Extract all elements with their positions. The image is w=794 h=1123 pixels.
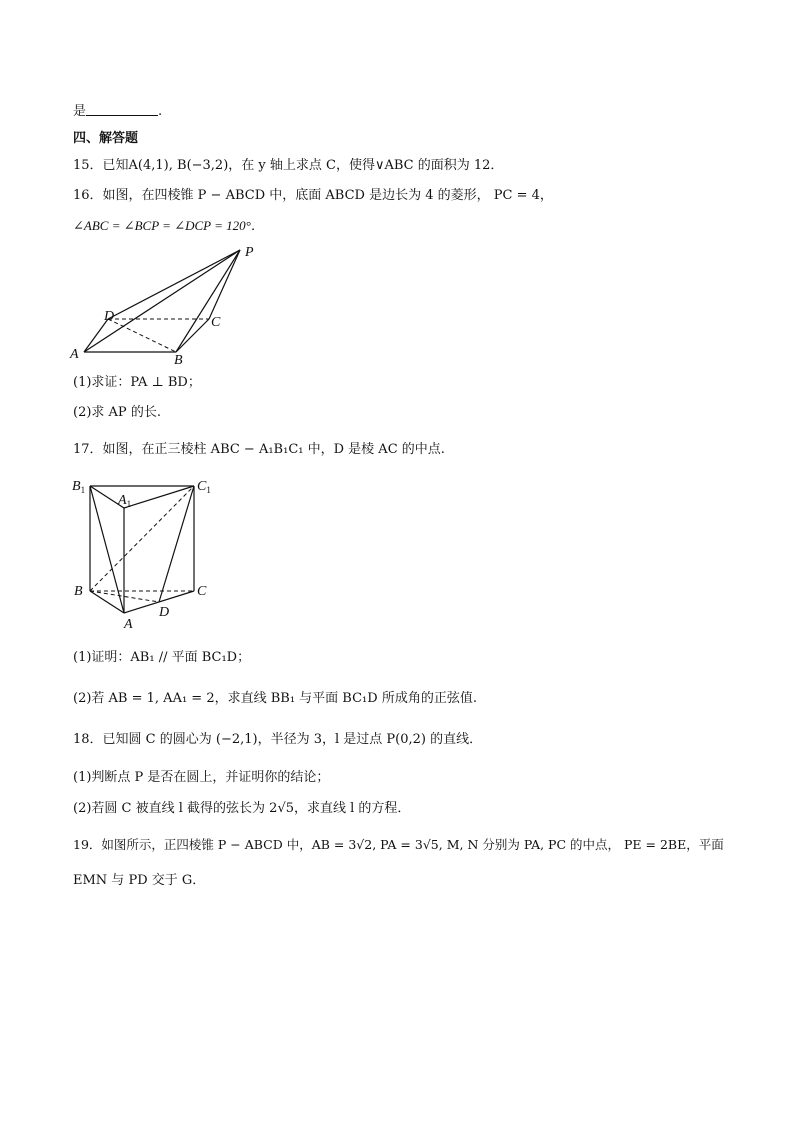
label-D: D xyxy=(104,309,115,324)
seg-C1D xyxy=(159,486,194,602)
section-title: 四、解答题 xyxy=(73,131,139,146)
q19-line1: 19．如图所示，正四棱锥 P − ABCD 中，AB = 3√2, PA = 3√5, M, N 分别为 PA, PC 的中点， PE = 2BE，平面 xyxy=(73,837,724,852)
q16-line1: 16．如图，在四棱锥 P − ABCD 中，底面 ABCD 是边长为 4 的菱形， PC = 4， xyxy=(73,188,553,203)
diag-DB-hidden xyxy=(108,319,176,352)
edge-DP xyxy=(108,250,240,319)
q17-part1: (1)证明：AB₁ // 平面 BC₁D； xyxy=(73,650,251,665)
q16-part2: (2)求 AP 的长. xyxy=(73,405,161,420)
q18-part2: (2)若圆 C 被直线 l 截得的弦长为 2√5，求直线 l 的方程． xyxy=(73,801,411,816)
q14-answer-blank xyxy=(86,103,158,116)
label-C1: $C_1$ xyxy=(197,479,211,495)
q14-tail-end: . xyxy=(158,104,163,119)
q16-line2: ∠ABC = ∠BCP = ∠DCP = 120°． xyxy=(73,218,264,233)
q16-pyramid-figure xyxy=(66,240,276,368)
q17-part2: (2)若 AB = 1, AA₁ = 2，求直线 BB₁ 与平面 BC₁D 所成角的正弦值. xyxy=(73,691,477,706)
q15-text: 15．已知A(4,1), B(−3,2)，在 y 轴上求点 C，使得∨ABC 的面积为 12． xyxy=(73,158,504,173)
q14-answer-line xyxy=(73,103,162,121)
edge-A1C1 xyxy=(124,486,194,508)
edge-BC xyxy=(176,319,209,352)
label-C: C xyxy=(197,584,207,599)
q16-part1: (1)求证：PA ⊥ BD； xyxy=(73,375,201,390)
label-B1: $B_1$ xyxy=(72,479,86,495)
q17-line1: 17．如图，在正三棱柱 ABC − A₁B₁C₁ 中，D 是棱 AC 的中点. xyxy=(73,442,445,457)
label-P: P xyxy=(245,245,254,260)
edge-BP xyxy=(176,250,240,352)
label-B: B xyxy=(74,584,83,599)
q18-part1: (1)判断点 P 是否在圆上，并证明你的结论； xyxy=(73,770,330,785)
q17-prism-figure xyxy=(66,474,226,634)
label-D: D xyxy=(159,605,170,620)
label-B: B xyxy=(174,353,183,368)
q19-line2: EMN 与 PD 交于 G． xyxy=(73,873,206,888)
label-A1: $A_1$ xyxy=(118,493,132,509)
label-C: C xyxy=(211,315,221,330)
label-A: A xyxy=(124,617,133,632)
q18-line1: 18．已知圆 C 的圆心为 (−2,1)，半径为 3，l 是过点 P(0,2) 的直线． xyxy=(73,732,483,747)
label-A: A xyxy=(70,347,79,362)
q14-tail-text: 是 xyxy=(73,104,87,119)
